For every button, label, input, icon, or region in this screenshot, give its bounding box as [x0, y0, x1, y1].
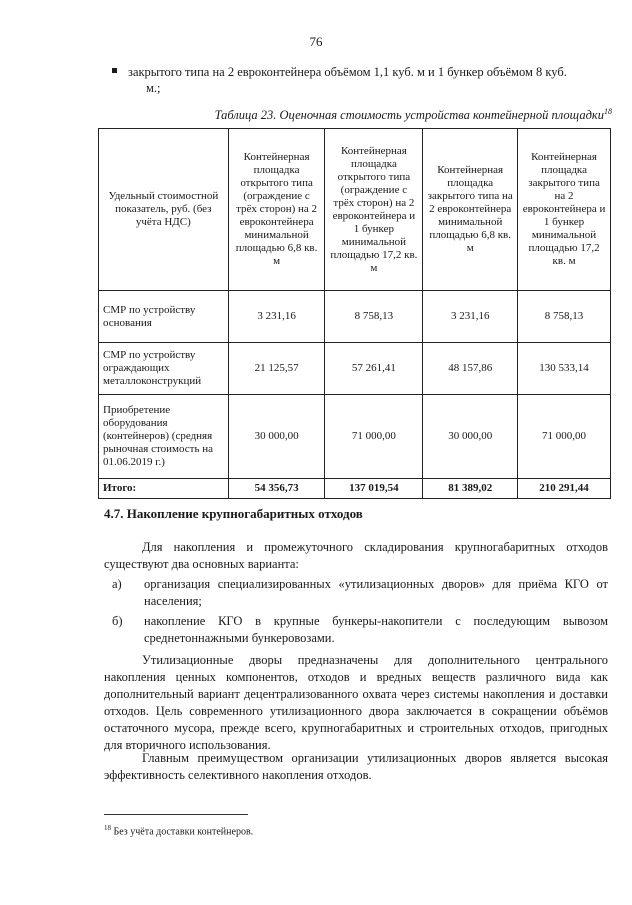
header-cell: Удельный стоимостной показатель, руб. (без учёта НДС) [99, 129, 229, 291]
section-intro: Для накопления и промежуточного складирования крупногабаритных отходов существуют два основных варианта: [104, 540, 608, 571]
table-row [99, 395, 611, 479]
header-cell: Контейнерная площадка открытого типа (ограждение с трёх сторон) на 2 евроконтейнера минимальной площадью 6,8 кв. м [228, 129, 325, 291]
list-item-text: накопление КГО в крупные бункеры-накопители с последующим вывозом среднетоннажными бункеровозами. [144, 614, 608, 645]
table-total-row [99, 479, 611, 499]
table-row [99, 343, 611, 395]
caption-footnote-ref: 18 [604, 107, 612, 116]
header-cell: Контейнерная площадка открытого типа (ограждение с трёх сторон) на 2 евроконтейнера и 1 бункер минимальной площадью 17,2 кв. м [325, 129, 423, 291]
bullet-text-line2: м.; [146, 81, 161, 95]
row-label: СМР по устройству ограждающих металлоконструкций [99, 343, 229, 395]
page-number: 76 [309, 34, 323, 49]
table-cell: 3 231,16 [423, 291, 518, 343]
table-cell: 8 758,13 [325, 291, 423, 343]
paragraph: Утилизационные дворы предназначены для дополнительного центрального накопления ценных компонентов, отходов и вредных веществ различного вида как дополнительный вариант децентрализованного охвата через системы накопления и доставки отходов. Цель современного утилизационного двора заключается в сокращении объёмов остаточного мусора, прежде всего, крупногабаритных и строительных отходов, пригодных для вторичного использования. [104, 653, 608, 752]
bullet-square-icon [112, 68, 117, 73]
list-item [104, 576, 608, 610]
row-label: Приобретение оборудования (контейнеров) (средняя рыночная стоимость на 01.06.2019 г.) [99, 395, 229, 479]
table-cell: 57 261,41 [325, 343, 423, 395]
section-title: 4.7. Накопление крупногабаритных отходов [104, 506, 363, 521]
table-header-row [99, 129, 611, 291]
table-caption-text: Таблица 23. Оценочная стоимость устройства контейнерной площадки [214, 108, 604, 123]
table-caption [200, 107, 612, 123]
list-item-text: организация специализированных «утилизационных дворов» для приёма КГО от населения; [144, 577, 608, 608]
table-row [99, 291, 611, 343]
total-label: Итого: [99, 479, 229, 499]
table-cell: 3 231,16 [228, 291, 325, 343]
table-cell: 21 125,57 [228, 343, 325, 395]
list-marker: а) [112, 577, 122, 591]
table-cell: 130 533,14 [518, 343, 611, 395]
header-cell: Контейнерная площадка закрытого типа на 2 евроконтейнера и 1 бункер минимальной площадью 17,2 кв. м [518, 129, 611, 291]
table-cell: 71 000,00 [518, 395, 611, 479]
table-cell: 30 000,00 [423, 395, 518, 479]
cost-table [98, 128, 611, 499]
list-marker: б) [112, 614, 123, 628]
footnote-number: 18 [104, 824, 111, 832]
total-cell: 137 019,54 [325, 479, 423, 499]
total-cell: 210 291,44 [518, 479, 611, 499]
footnote [104, 824, 253, 837]
row-label: СМР по устройству основания [99, 291, 229, 343]
total-cell: 81 389,02 [423, 479, 518, 499]
header-cell: Контейнерная площадка закрытого типа на 2 евроконтейнера минимальной площадью 6,8 кв. м [423, 129, 518, 291]
bullet-text-line1: закрытого типа на 2 евроконтейнера объёмом 1,1 куб. м и 1 бункер объёмом 8 куб. [128, 65, 567, 79]
table-cell: 71 000,00 [325, 395, 423, 479]
table-cell: 48 157,86 [423, 343, 518, 395]
list-item [104, 613, 608, 647]
total-cell: 54 356,73 [228, 479, 325, 499]
bullet-item [128, 64, 598, 96]
footnote-text: Без учёта доставки контейнеров. [113, 826, 254, 838]
table-cell: 8 758,13 [518, 291, 611, 343]
footnote-divider [104, 814, 248, 815]
paragraph: Главным преимуществом организации утилизационных дворов является высокая эффективность селективного накопления отходов. [104, 751, 608, 782]
table-cell: 30 000,00 [228, 395, 325, 479]
